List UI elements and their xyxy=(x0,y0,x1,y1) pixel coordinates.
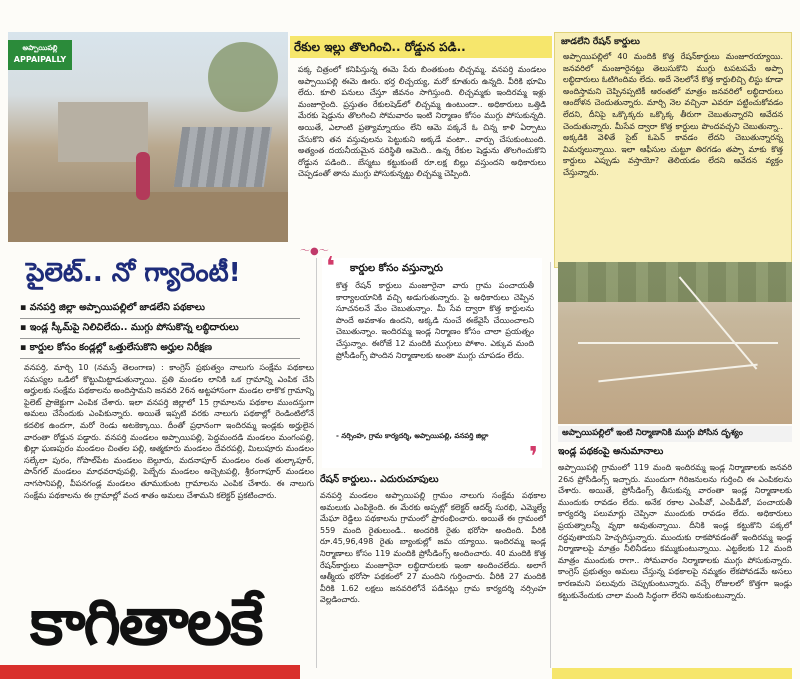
chalk-line xyxy=(578,342,778,344)
box-body: అప్పాయిపల్లిలో 40 మందికి కొత్త రేషన్‌కార్డులు మంజూరయ్యాయి. జనవరిలో మంజూరైనట్టు తెలుసుకొని ముగ్గు టపటపమే అప్పా లబ్ధిదారులు ఓటిగిందిమ లేదు. అదే నెలలోనే కొత్త కార్డులిచ్చి లిస్టు కూడా అందిస్తామని చెప్పినప్పటికీ ఆరంతలో మాత్రం జనవరిలో లబ్ధిదారులు ఆందోళన చెందుతున్నారు. మార్చి నెల వచ్చినా ఎవరూ పట్టించుకోవడం లేదని, దీనిపై ఒక్కొక్కరు ఒక్కొక్క తీరుగా చెబుతున్నారని ఆవేదన చెందుతున్నారు. మీసేవ ద్వారా కొత్త కార్డులు పొందవచ్చని చెబుతున్నా.. అక్కడికి వెళితే సైట్ ఓపెన్ కావడం లేదని చెబుతున్నారన్న విమర్శలున్నాయి. ఇలా ఆఫీసుల చుట్టూ తిరగడం తప్పా మాకు కొత్త కార్డులు ఎప్పుడు వస్తాయో? తెలియడం లేదని ఆవేదన వ్యక్తం చేస్తున్నారు. xyxy=(563,52,783,177)
quote-heading: కార్డుల కోసం వస్తున్నారు xyxy=(350,263,443,274)
badge-telugu: అప్పాయిపల్లి xyxy=(22,44,58,52)
house-wall xyxy=(58,102,148,162)
ration-story-heading: రేషన్ కార్డులు.. ఎదురుచూపులు xyxy=(320,474,439,485)
ration-cards-box xyxy=(554,32,792,268)
close-quote-icon: ❜ xyxy=(528,442,538,472)
tree xyxy=(208,42,278,112)
story1-body: పక్క చిత్రంలో కనిపిస్తున్న ఈమె పేరు బింతకుంట లిచ్చమ్మ. వనపర్తి మండలం అప్పాయిపల్లి ఈమె ఊరు. భర్త లిచ్చయ్య, మరో కూతురు ఉన్నది. వీరికి భూమి లేదు. కూలి పనులు చేస్తూ జీవనం సాగిస్తుంది. లిచ్చమ్మకు ఇందిరమ్మ ఇళ్లు మంజూరైంది. ప్రస్తుతం రేకులషెడ్‌లో లిచ్చమ్మ ఉంటుందా.. అధికారులు ఒత్తిడి మేరకు షెడ్డును తొలగించి సోమవారం ఇంటి నిర్మాణం కోసం ముగ్గు పోసుకున్నది. అయితే, ఎలాంటి ప్రత్యామ్నాయం లేని ఆమె పక్కనే ఓ చిన్న కాళి ఏర్పాటు చేసుకొని తన వస్తువులను పెట్టుకుని అక్కడే వంటా.. వార్పు చేసుకుంటుంది. అత్యంత దయనీయమైన పరిస్థితి ఆమెది.. ఉన్న రేకుల షెడ్డును తొలగించుకొని రోడ్డున పడింది.. బేస్మటు కట్టుకుంటే రూ.లక్ష బిల్లు వస్తుందని అధికారులు చెప్పడంతో తాను ముగ్గు పోసుకున్నట్టు లిచ్చమ్మ చెప్పింది. xyxy=(298,65,546,179)
badge-english: APPAIPALLY xyxy=(13,55,67,64)
quote-attribution: - నర్సింహ, గ్రామ కార్యదర్శి, అప్పాయిపల్లి, వనపర్తి జిల్లా xyxy=(336,432,489,440)
bullet-1: ▪ వనపర్తి జిల్లా అప్పాయిపల్లిలో జాడలేని పథకాలు xyxy=(20,300,300,319)
housing-heading: ఇండ్ల పథకంపై అనుమానాలు xyxy=(558,446,664,457)
story1-headline: రేకుల ఇల్లు తొలగించి.. రోడ్డున పడి.. xyxy=(290,36,552,58)
bullet-2: ▪ ఇండ్ల స్కీమ్‌పై నిలిచిలేదు.. ముగ్గు పోసుకొన్న లబ్ధిదారులు xyxy=(20,320,300,339)
photo-construction-site xyxy=(558,262,792,424)
main-headline: పైలెట్.. నో గ్యారెంటీ! xyxy=(26,258,241,288)
ration-story-body: వనపర్తి మండలం అప్పాయిపల్లి గ్రామం నాలుగు సంక్షేమ పథకాల అమలుకు ఎంపికైంది. ఈ మేరకు అప్పట్లో కలెక్టర్ ఆదర్శ్ సురభి, ఎమ్మెల్యే మేఘా రెడ్డిలు పథకాలను గ్రామంలో ప్రారంభించారు. అయితే ఈ గ్రామంలో 559 మంది రైతులుండి.. అందరికి రైతు భరోసా అందింది. వీరికి రూ.45,96,498 రైతు బ్యాంకుల్లో జమ య్యాయి. ఇందిరమ్మ ఇండ్ల నిర్మాణాలు కోసం 119 మందికి ప్రోసీడింగ్స్ అందించారు. 40 మందికి కొత్త రేషన్‌కార్డులు మంజూరైనా లబ్ధిదారులకు ఇంకా అందించలేదు. అలాగే ఆత్మీయ భరోసా పథకంలో 27 మందిని గుర్తించారు. వీరికి 27 మందికి వీరికి 1.62 లక్షలు జనవరిలోనే పడినట్లు గ్రామ కార్యదర్శి నర్సింహ వెల్లడించారు. xyxy=(320,491,546,605)
chalk-line xyxy=(598,364,757,383)
quote-body: కొత్త రేషన్ కార్డులు మంజూరైనా వారు గ్రామ పంచాయతీ కార్యాలయానికి వచ్చి అడుగుతున్నారు. పై అధికారులు చెప్పిన సూచనలనే మేం చెబుతున్నాం. మీ సేవ ద్వారా కొత్త కార్డులను పొందే అవకాశం ఉందని, అక్కడి నుంచే ఈకేవైసీ చేయించాలని చెబుతున్నాం. ఇందిరమ్మ ఇండ్ల నిర్మాణం కోసం చాలా ప్రయత్నం చేస్తున్నాం. ఈరోజే 12 మందికి ముగ్గులు పోశాం. ఎక్కువ మంది ప్రోసీడింగ్స్ పొందిన నిర్మాణాలకు అంతా ముగ్గు చూపడం లేదు. xyxy=(336,281,534,360)
main-body: వనపర్తి, మార్చి 10 (నమస్తే తెలంగాణ) : కాంగ్రెస్ ప్రభుత్వం నాలుగు సంక్షేమ పథకాలు సమస్యల ఒడిలో కొట్టుమిట్టాడుతున్నాయి. ప్రతి మండల లానికి ఒక గ్రామాన్ని ఎంపిక చేసి అర్హులకు సంక్షేమ పథకాలను అందిస్తామని జనవరి 26న అట్టహాసంగా మండల లాకొక గ్రామాన్ని పైలెట్ ప్రాజెక్టుగా ఎంపిక చేశారు. ఇలా వనపర్తి జిల్లాలో 15 గ్రామాలను పథకాల ముందస్తుగా అమలు చేసేందుకు ఎంపికున్నారు. అయితే ఇప్పటి వరకు నాలుగు పథకాల్లో రెండింటిలోనే కదలిక ఉందగా, మరో రెండు అటకెక్కాయి. దీంతో ప్రధానంగా ఇందిరమ్మ ఇండ్లకు అర్హులైన వారంతా రోడ్డున పడ్డారు. వనపర్తి మండలం అప్పాయిపల్లి, పెద్దమందడి మండలం మంగంపల్లి, ఖిల్లా ఘణపురం మండలం చింతల పల్లి, ఆత్మకూరు మండలం దేవరపల్లి, మిలుపూరు మండలం సల్కేలా పురం, గోపాల్‌పేట మండలం బెల్గూరు, మదనాపూర్ మండలం రంత తుల్కాపూర్, పాన్‌గల్ మండలం మాధవరావుపల్లి, పెబ్బేరు మండలం అచ్చెటపల్లి, శ్రీరంగాపూర్ మండలం నాగసానిపల్లి, వీపనగండ్ల మండలం తూముకుంట గ్రామాలను ఎంపిక చేశారు. ఈ నాలుగు సంక్షేమ పథకాలను ఈ గ్రామాల్లో వంద శాతం అమలు చేశామని కలెక్టర్ ప్రకటించారు. xyxy=(24,363,314,500)
tree-line xyxy=(558,262,792,302)
housing-body: అప్పాయిపల్లి గ్రామంలో 119 మంది ఇందిరమ్మ ఇండ్ల నిర్మాణాలకు జనవరి 26న ప్రోసీడింగ్స్ ఇచ్చారు. ముందుగా గిరిజనులను గుర్తించి ఈ ఎంపికలను చేశారు. అయితే, ప్రోసీడింగ్స్ తీసుకున్న వారంతా ఇండ్ల నిర్మాణాలకు ముందుకు రావడం లేదు. అనేక రకాల ఎంపీవో, ఎంపీడీవో, పంచాయతీ కార్యదర్శి పలుమార్లు చెప్పినా ముందుకు రావడం లేదు. అధికారులు ప్రయత్నాలన్నీ వృథా అవుతున్నాయి. దీనికి ఇండ్ల కట్టుకొని పక్కలో రద్దవుతాయని హెచ్చరిస్తున్నారు. ముందుకు రాకపోవడంతో ఇందిరమ్మ ఇండ్ల నిర్మాణాలపై మాత్రం నీలినీడలు కమ్ముకుంటున్నాయి. ఎట్టకేలకు 12 మంది మాత్రం ముందుకు రాగా.. సోమవారం నిర్మాణాలకు ముగ్గు పోసుకున్నారు. కాంగ్రెస్ ప్రభుత్వం అమలు చేస్తున్న పథకాలపై నమ్మకం లేకపోవడమే అసలు కారణమని పలువురు చెప్పుకుంటున్నారు. వచ్చే రోజులలో కొత్తగా ఇండ్లు కట్టుకునేందుకు చాలా మంది సిద్ధంగా లేరని అనుకుంటున్నారు. xyxy=(558,463,792,600)
column-divider xyxy=(316,258,317,668)
location-badge xyxy=(8,40,72,70)
bottom-giant-headline: కాగితాలకే xyxy=(30,586,262,660)
ground xyxy=(8,192,288,242)
wave-ornament: 〜●〜 xyxy=(300,246,329,257)
column-divider xyxy=(550,262,551,668)
photo-caption: అప్పాయిపల్లిలో ఇంటి నిర్మాణానికి ముగ్గు పోసిన దృశ్యం xyxy=(558,426,792,442)
red-strip xyxy=(0,665,300,679)
open-quote-icon: ❛ xyxy=(326,252,336,282)
bullet-3: ▪ కార్డుల కోసం కండ్లల్లో ఒత్తులేసుకొని అర్హుల నిరీక్షణ xyxy=(20,340,300,359)
tin-sheet-stack xyxy=(174,127,272,187)
box-heading: జాడలేని రేషన్ కార్డులు xyxy=(561,37,640,47)
quote-box xyxy=(322,252,542,472)
yellow-strip xyxy=(552,668,792,679)
woman-figure xyxy=(136,152,150,200)
